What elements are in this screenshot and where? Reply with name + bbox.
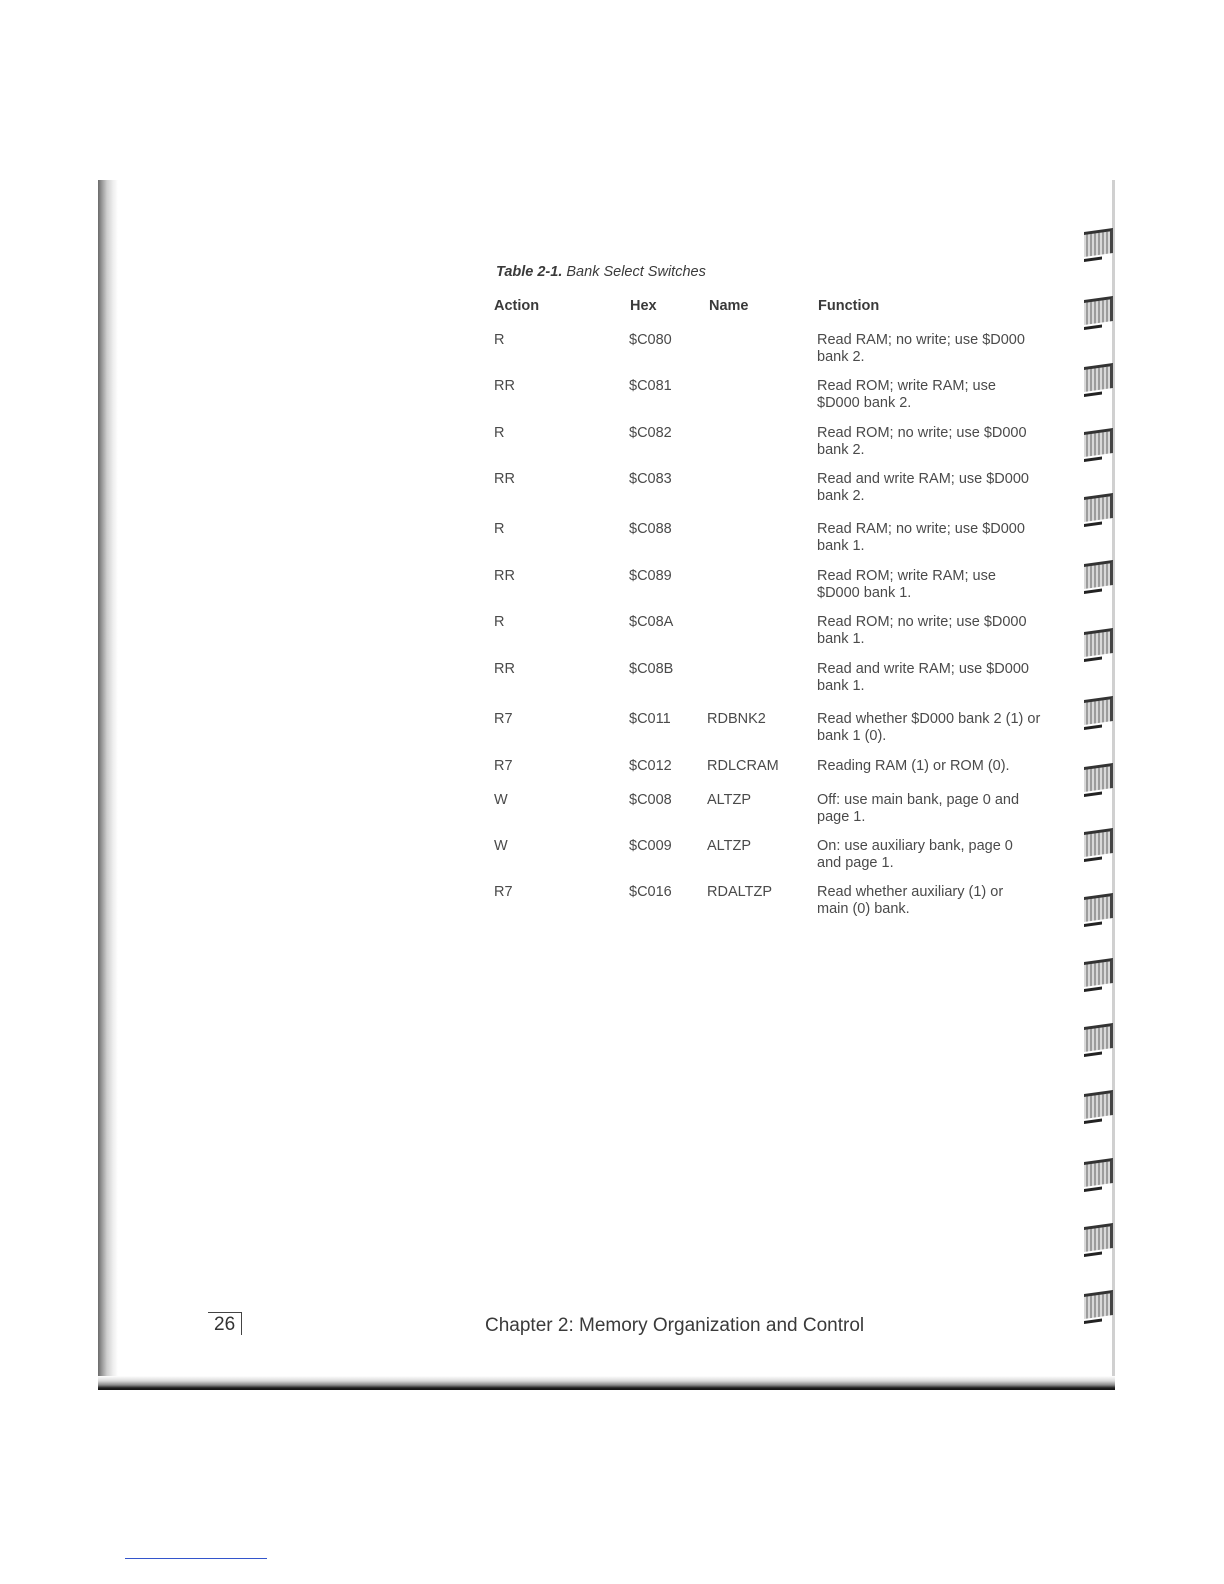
function-cell: [817, 838, 1067, 872]
hex-cell: $C08B: [629, 661, 674, 677]
function-line: Read RAM; no write; use $D000: [817, 332, 1025, 348]
function-line: and page 1.: [817, 855, 894, 871]
binding-tab: [1084, 1290, 1113, 1319]
action-cell: RR: [494, 471, 515, 487]
function-line: Read and write RAM; use $D000: [817, 661, 1029, 677]
binding-tab: [1084, 228, 1113, 257]
page-number: 26: [208, 1312, 242, 1335]
table-row: [0, 378, 1224, 418]
name-cell: RDALTZP: [707, 884, 772, 900]
binding-tab: [1084, 1223, 1113, 1252]
function-cell: [817, 614, 1067, 648]
table-row: [0, 661, 1224, 701]
function-line: $D000 bank 1.: [817, 585, 912, 601]
name-cell: RDBNK2: [707, 711, 766, 727]
function-line: bank 2.: [817, 349, 865, 365]
table-row: [0, 884, 1224, 924]
column-header-name: Name: [709, 298, 749, 314]
function-line: page 1.: [817, 809, 866, 825]
function-line: bank 2.: [817, 442, 865, 458]
action-cell: R7: [494, 711, 513, 727]
table-row: [0, 711, 1224, 751]
binding-tab: [1084, 296, 1113, 325]
hex-cell: $C089: [629, 568, 672, 584]
function-cell: [817, 884, 1067, 918]
action-cell: W: [494, 792, 508, 808]
function-cell: [817, 792, 1067, 826]
table-caption-title: Bank Select Switches: [566, 264, 706, 280]
hex-cell: $C08A: [629, 614, 674, 630]
function-line: Read ROM; write RAM; use: [817, 378, 996, 394]
table-row: [0, 521, 1224, 561]
table-row: [0, 792, 1224, 832]
function-cell: [817, 378, 1067, 412]
function-cell: [817, 568, 1067, 602]
function-line: bank 2.: [817, 488, 865, 504]
function-line: Off: use main bank, page 0 and: [817, 792, 1020, 808]
function-line: bank 1.: [817, 538, 865, 554]
page-bottom-edge: [98, 1376, 1115, 1390]
running-footer-chapter-title: Chapter 2: Memory Organization and Control: [485, 1315, 865, 1336]
hex-cell: $C088: [629, 521, 672, 537]
function-line: Read ROM; write RAM; use: [817, 568, 996, 584]
function-cell: [817, 758, 1067, 775]
function-line: Reading RAM (1) or ROM (0).: [817, 758, 1010, 774]
action-cell: RR: [494, 568, 515, 584]
hex-cell: $C016: [629, 884, 672, 900]
binding-tab: [1084, 1090, 1113, 1119]
hex-cell: $C082: [629, 425, 672, 441]
action-cell: R: [494, 614, 505, 630]
hex-cell: $C011: [629, 711, 671, 727]
function-line: bank 1.: [817, 678, 865, 694]
binding-tab: [1084, 1023, 1113, 1052]
name-cell: RDLCRAM: [707, 758, 779, 774]
action-cell: R7: [494, 758, 513, 774]
name-cell: ALTZP: [707, 838, 752, 854]
hex-cell: $C008: [629, 792, 672, 808]
table-row: [0, 332, 1224, 372]
function-line: Read ROM; no write; use $D000: [817, 425, 1027, 441]
function-line: Read RAM; no write; use $D000: [817, 521, 1025, 537]
table-caption: [496, 264, 706, 280]
table-row: [0, 838, 1224, 878]
name-cell: ALTZP: [707, 792, 752, 808]
binding-tab: [1084, 958, 1113, 987]
function-line: bank 1.: [817, 631, 865, 647]
table-row: [0, 425, 1224, 465]
column-header-action: Action: [494, 298, 540, 314]
hex-cell: $C012: [629, 758, 672, 774]
blue-rule-line: [125, 1558, 267, 1559]
function-cell: [817, 332, 1067, 366]
column-header-hex: Hex: [630, 298, 657, 314]
action-cell: W: [494, 838, 508, 854]
hex-cell: $C009: [629, 838, 672, 854]
column-header-function: Function: [818, 298, 880, 314]
function-line: Read whether auxiliary (1) or: [817, 884, 1004, 900]
function-cell: [817, 711, 1067, 745]
table-row: [0, 568, 1224, 608]
function-line: main (0) bank.: [817, 901, 910, 917]
action-cell: R: [494, 332, 505, 348]
hex-cell: $C083: [629, 471, 672, 487]
function-line: Read ROM; no write; use $D000: [817, 614, 1027, 630]
function-line: Read whether $D000 bank 2 (1) or: [817, 711, 1041, 727]
action-cell: R7: [494, 884, 513, 900]
function-line: On: use auxiliary bank, page 0: [817, 838, 1013, 854]
function-cell: [817, 521, 1067, 555]
table-row: [0, 471, 1224, 511]
action-cell: R: [494, 521, 505, 537]
hex-cell: $C080: [629, 332, 672, 348]
action-cell: RR: [494, 661, 515, 677]
function-line: bank 1 (0).: [817, 728, 887, 744]
table-caption-number: Table 2-1.: [496, 264, 563, 280]
action-cell: R: [494, 425, 505, 441]
table-row: [0, 614, 1224, 654]
function-line: $D000 bank 2.: [817, 395, 912, 411]
function-cell: [817, 661, 1067, 695]
binding-tab: [1084, 1158, 1113, 1187]
function-cell: [817, 425, 1067, 459]
function-cell: [817, 471, 1067, 505]
hex-cell: $C081: [629, 378, 672, 394]
action-cell: RR: [494, 378, 515, 394]
function-line: Read and write RAM; use $D000: [817, 471, 1029, 487]
